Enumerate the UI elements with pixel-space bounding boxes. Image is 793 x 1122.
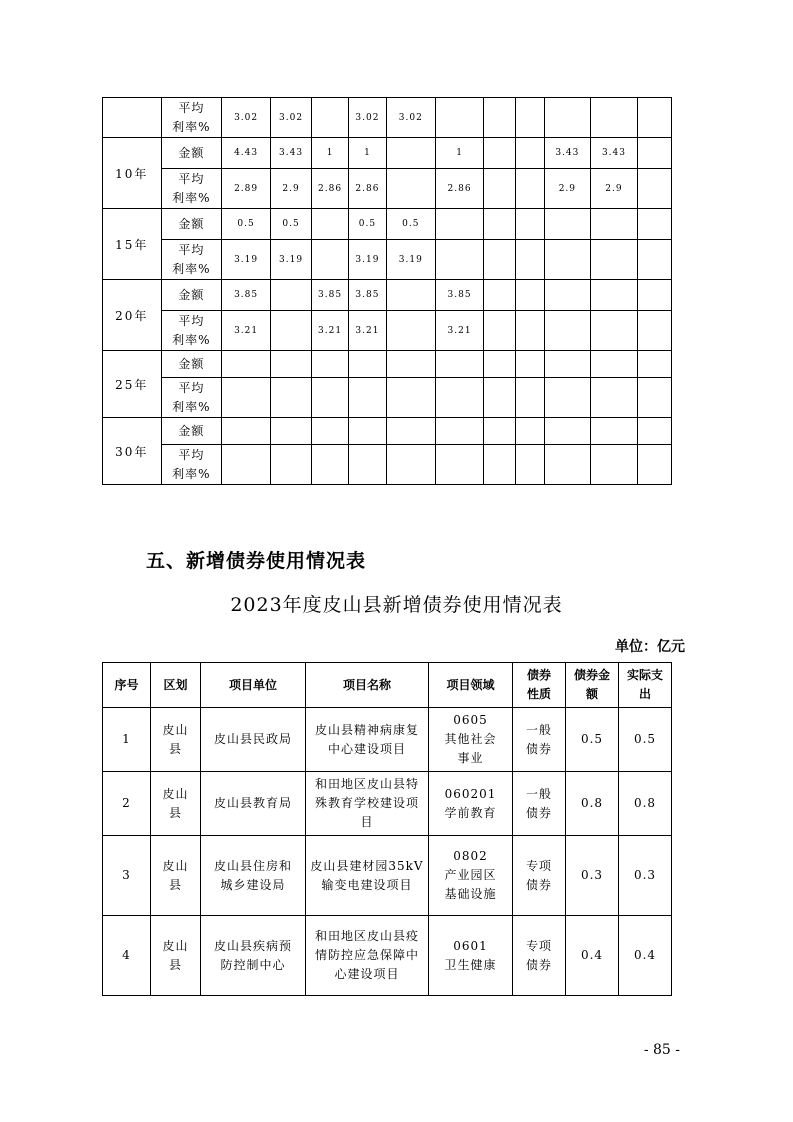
value-cell: 2.9 (270, 169, 311, 209)
value-cell (312, 445, 349, 485)
term-label: 15年 (103, 209, 162, 280)
cell-amount: 0.3 (566, 836, 619, 916)
value-cell (545, 280, 591, 311)
cell-actual: 0.8 (619, 772, 672, 836)
value-cell (222, 378, 271, 418)
value-cell: 3.43 (590, 138, 638, 169)
value-cell (312, 240, 349, 280)
value-cell (484, 378, 515, 418)
value-cell (222, 445, 271, 485)
value-cell (386, 280, 435, 311)
value-cell (222, 418, 271, 445)
cell-region: 皮山 县 (151, 772, 201, 836)
cell-amount: 0.8 (566, 772, 619, 836)
metric-label: 平均 利率% (161, 445, 222, 485)
value-cell (348, 445, 386, 485)
value-cell (545, 378, 591, 418)
value-cell (590, 351, 638, 378)
value-cell (386, 138, 435, 169)
value-cell (515, 351, 544, 378)
section-heading: 五、新增债券使用情况表 (146, 550, 367, 572)
value-cell: 1 (435, 138, 484, 169)
value-cell: 2.86 (435, 169, 484, 209)
value-cell: 3.85 (348, 280, 386, 311)
value-cell (515, 418, 544, 445)
value-cell (590, 280, 638, 311)
value-cell (386, 445, 435, 485)
metric-label: 平均 利率% (161, 311, 222, 351)
cell-field: 060201 学前教育 (429, 772, 513, 836)
value-cell (515, 280, 544, 311)
metric-label: 金额 (161, 418, 222, 445)
cell-type: 专项 债券 (513, 836, 566, 916)
value-cell (638, 445, 672, 485)
unit-label: 单位：亿元 (615, 639, 685, 655)
cell-type: 一般 债券 (513, 708, 566, 772)
value-cell (590, 240, 638, 280)
value-cell (484, 169, 515, 209)
term-label: 30年 (103, 418, 162, 485)
term-label: 25年 (103, 351, 162, 418)
cell-unit: 皮山县住房和 城乡建设局 (201, 836, 306, 916)
value-cell (545, 240, 591, 280)
cell-actual: 0.5 (619, 708, 672, 772)
table-row (103, 772, 672, 836)
cell-field: 0802 产业园区 基础设施 (429, 836, 513, 916)
metric-label: 平均 利率% (161, 98, 222, 138)
metric-label: 金额 (161, 351, 222, 378)
value-cell (270, 311, 311, 351)
value-cell: 2.86 (312, 169, 349, 209)
value-cell: 1 (312, 138, 349, 169)
value-cell (484, 98, 515, 138)
cell-amount: 0.5 (566, 708, 619, 772)
value-cell (270, 418, 311, 445)
value-cell (435, 98, 484, 138)
table-row (103, 836, 672, 916)
value-cell (386, 311, 435, 351)
cell-type: 专项 债券 (513, 916, 566, 996)
metric-label: 平均 利率% (161, 378, 222, 418)
value-cell: 3.43 (545, 138, 591, 169)
value-cell (590, 378, 638, 418)
term-label: 10年 (103, 138, 162, 209)
value-cell (312, 351, 349, 378)
page-number: - 85 - (643, 1042, 680, 1058)
cell-region: 皮山 县 (151, 916, 201, 996)
cell-field: 0601 卫生健康 (429, 916, 513, 996)
value-cell (590, 418, 638, 445)
value-cell: 1 (348, 138, 386, 169)
header-cell: 项目领域 (429, 663, 513, 708)
cell-region: 皮山 县 (151, 708, 201, 772)
cell-unit: 皮山县疾病预 防控制中心 (201, 916, 306, 996)
cell-name: 皮山县精神病康复 中心建设项目 (306, 708, 429, 772)
cell-unit: 皮山县民政局 (201, 708, 306, 772)
cell-no: 1 (103, 708, 151, 772)
value-cell (638, 240, 672, 280)
value-cell (638, 351, 672, 378)
value-cell (435, 378, 484, 418)
value-cell: 3.19 (386, 240, 435, 280)
cell-no: 2 (103, 772, 151, 836)
value-cell (515, 138, 544, 169)
header-cell: 债券 性质 (513, 663, 566, 708)
cell-name: 和田地区皮山县疫 情防控应急保障中 心建设项目 (306, 916, 429, 996)
value-cell (545, 351, 591, 378)
header-cell: 实际支 出 (619, 663, 672, 708)
value-cell: 3.21 (312, 311, 349, 351)
term-row (103, 311, 672, 351)
value-cell (515, 98, 544, 138)
value-cell (515, 445, 544, 485)
term-row (103, 445, 672, 485)
value-cell: 3.85 (312, 280, 349, 311)
value-cell (484, 445, 515, 485)
cell-unit: 皮山县教育局 (201, 772, 306, 836)
value-cell: 3.21 (348, 311, 386, 351)
value-cell (484, 280, 515, 311)
value-cell (386, 351, 435, 378)
term-label: 20年 (103, 280, 162, 351)
value-cell: 3.43 (270, 138, 311, 169)
value-cell: 3.02 (386, 98, 435, 138)
value-cell (638, 98, 672, 138)
metric-label: 金额 (161, 209, 222, 240)
value-cell (270, 378, 311, 418)
term-row (103, 98, 672, 138)
metric-label: 平均 利率% (161, 240, 222, 280)
header-row (103, 663, 672, 708)
value-cell (515, 311, 544, 351)
value-cell (312, 418, 349, 445)
value-cell: 2.86 (348, 169, 386, 209)
value-cell (386, 418, 435, 445)
value-cell (435, 351, 484, 378)
term-row (103, 240, 672, 280)
value-cell (515, 169, 544, 209)
value-cell (638, 280, 672, 311)
header-cell: 项目单位 (201, 663, 306, 708)
header-cell: 债券金 额 (566, 663, 619, 708)
value-cell (590, 311, 638, 351)
value-cell: 2.89 (222, 169, 271, 209)
value-cell (638, 418, 672, 445)
value-cell: 3.02 (222, 98, 271, 138)
value-cell (348, 351, 386, 378)
cell-no: 4 (103, 916, 151, 996)
value-cell: 0.5 (270, 209, 311, 240)
value-cell: 3.19 (222, 240, 271, 280)
term-row (103, 209, 672, 240)
value-cell (386, 169, 435, 209)
value-cell: 0.5 (348, 209, 386, 240)
cell-type: 一般 债券 (513, 772, 566, 836)
value-cell (484, 311, 515, 351)
value-cell (515, 240, 544, 280)
cell-name: 和田地区皮山县特 殊教育学校建设项 目 (306, 772, 429, 836)
value-cell (348, 418, 386, 445)
value-cell (590, 98, 638, 138)
value-cell (515, 378, 544, 418)
cell-amount: 0.4 (566, 916, 619, 996)
term-row (103, 351, 672, 378)
value-cell (484, 351, 515, 378)
cell-region: 皮山 县 (151, 836, 201, 916)
new-bond-usage-table (102, 662, 672, 996)
value-cell (270, 445, 311, 485)
value-cell: 4.43 (222, 138, 271, 169)
value-cell (312, 378, 349, 418)
metric-label: 平均 利率% (161, 169, 222, 209)
term-label (103, 98, 162, 138)
value-cell (222, 351, 271, 378)
value-cell (545, 311, 591, 351)
value-cell (435, 240, 484, 280)
value-cell (484, 418, 515, 445)
value-cell (638, 169, 672, 209)
value-cell (435, 209, 484, 240)
value-cell: 2.9 (545, 169, 591, 209)
cell-field: 0605 其他社会 事业 (429, 708, 513, 772)
value-cell (545, 418, 591, 445)
term-row (103, 280, 672, 311)
value-cell (638, 378, 672, 418)
value-cell (270, 280, 311, 311)
value-cell (484, 209, 515, 240)
term-row (103, 378, 672, 418)
value-cell: 0.5 (222, 209, 271, 240)
value-cell: 3.19 (348, 240, 386, 280)
value-cell (545, 98, 591, 138)
value-cell (638, 311, 672, 351)
value-cell (435, 445, 484, 485)
value-cell: 3.19 (270, 240, 311, 280)
value-cell: 3.02 (348, 98, 386, 138)
metric-label: 金额 (161, 280, 222, 311)
cell-actual: 0.4 (619, 916, 672, 996)
term-row (103, 169, 672, 209)
value-cell: 3.21 (435, 311, 484, 351)
value-cell (312, 209, 349, 240)
value-cell (515, 209, 544, 240)
value-cell (435, 418, 484, 445)
cell-no: 3 (103, 836, 151, 916)
value-cell (484, 138, 515, 169)
value-cell (348, 378, 386, 418)
value-cell (312, 98, 349, 138)
value-cell: 3.85 (222, 280, 271, 311)
bond-term-table (102, 97, 672, 485)
value-cell: 0.5 (386, 209, 435, 240)
term-row (103, 418, 672, 445)
value-cell: 3.21 (222, 311, 271, 351)
value-cell (590, 445, 638, 485)
value-cell: 3.02 (270, 98, 311, 138)
term-row (103, 138, 672, 169)
value-cell (386, 378, 435, 418)
table-row (103, 708, 672, 772)
value-cell (545, 209, 591, 240)
value-cell (638, 138, 672, 169)
value-cell (270, 351, 311, 378)
cell-actual: 0.3 (619, 836, 672, 916)
value-cell (590, 209, 638, 240)
cell-name: 皮山县建材园35kV 输变电建设项目 (306, 836, 429, 916)
value-cell: 3.85 (435, 280, 484, 311)
metric-label: 金额 (161, 138, 222, 169)
header-cell: 项目名称 (306, 663, 429, 708)
table-row (103, 916, 672, 996)
value-cell (638, 209, 672, 240)
value-cell (484, 240, 515, 280)
value-cell: 2.9 (590, 169, 638, 209)
value-cell (545, 445, 591, 485)
header-cell: 区划 (151, 663, 201, 708)
header-cell: 序号 (103, 663, 151, 708)
table-title: 2023年度皮山县新增债券使用情况表 (230, 594, 563, 616)
